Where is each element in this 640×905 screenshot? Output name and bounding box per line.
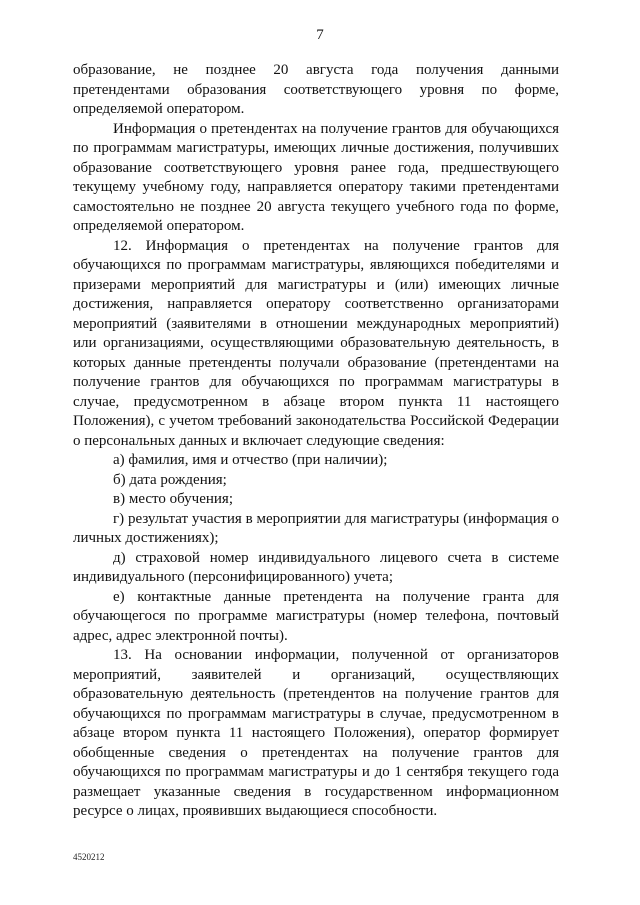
list-item-12-a: а) фамилия, имя и отчество (при наличии); — [113, 452, 388, 468]
document-code: 4520212 — [73, 852, 105, 862]
document-body — [73, 61, 559, 822]
list-item-12-b: б) дата рождения; — [113, 471, 227, 488]
list-item-12-e: е) контактные данные претендента на получение гранта для обучающегося по программе магистратуры (номер телефона, почтовый адрес, адрес электронной почты). — [73, 588, 559, 644]
paragraph-item-12: 12. Информация о претендентах на получение грантов для обучающихся по программам магистратуры, являющихся победителями и призерами мероприятий для магистратуры и (или) имеющих личные достижения, направляется оператору соответственно организаторами мероприятий (заявителями в отношении международных мероприятий) или организациями, осуществляющими образовательную деятельность, в которых данные претенденты получали образование (претендентами на получение грантов для обучающихся по программам магистратуры в случае, предусмотренном в абзаце втором пункта 11 настоящего Положения), с учетом требований законодательства Российской Федерации о персональных данных и включает следующие сведения: — [73, 237, 559, 449]
list-item-12-g: г) результат участия в мероприятии для магистратуры (информация о личных достижениях); — [73, 510, 559, 546]
paragraph-continuation: образование, не позднее 20 августа года получения данными претендентами образования соответствующего уровня по форме, определяемой оператором. — [73, 62, 559, 117]
list-item-12-v: в) место обучения; — [113, 491, 233, 507]
page-number: 7 — [316, 27, 324, 43]
list-item-12-d: д) страховой номер индивидуального лицевого счета в системе индивидуального (персонифицированного) учета; — [73, 549, 559, 585]
paragraph-item-13: 13. На основании информации, полученной от организаторов мероприятий, заявителей и организаций, осуществляющих образовательную деятельность (претендентов на получение грантов для обучающихся по программам магистратуры в случае, предусмотренном в абзаце втором пункта 11 настоящего Положения), оператор формирует обобщенные сведения о претендентах на получение грантов для обучающихся по программам магистратуры и до 1 сентября текущего года размещает указанные сведения в государственном информационном ресурсе о лицах, проявивших выдающиеся способности. — [73, 647, 559, 819]
paragraph-personal-achievements: Информация о претендентах на получение грантов для обучающихся по программам магистратуры, имеющих личные достижения, получивших образование соответствующего уровня ранее года, предшествующего текущему учебному году, направляется оператору такими претендентами самостоятельно не позднее 20 августа текущего учебного года по форме, определяемой оператором. — [73, 120, 559, 234]
